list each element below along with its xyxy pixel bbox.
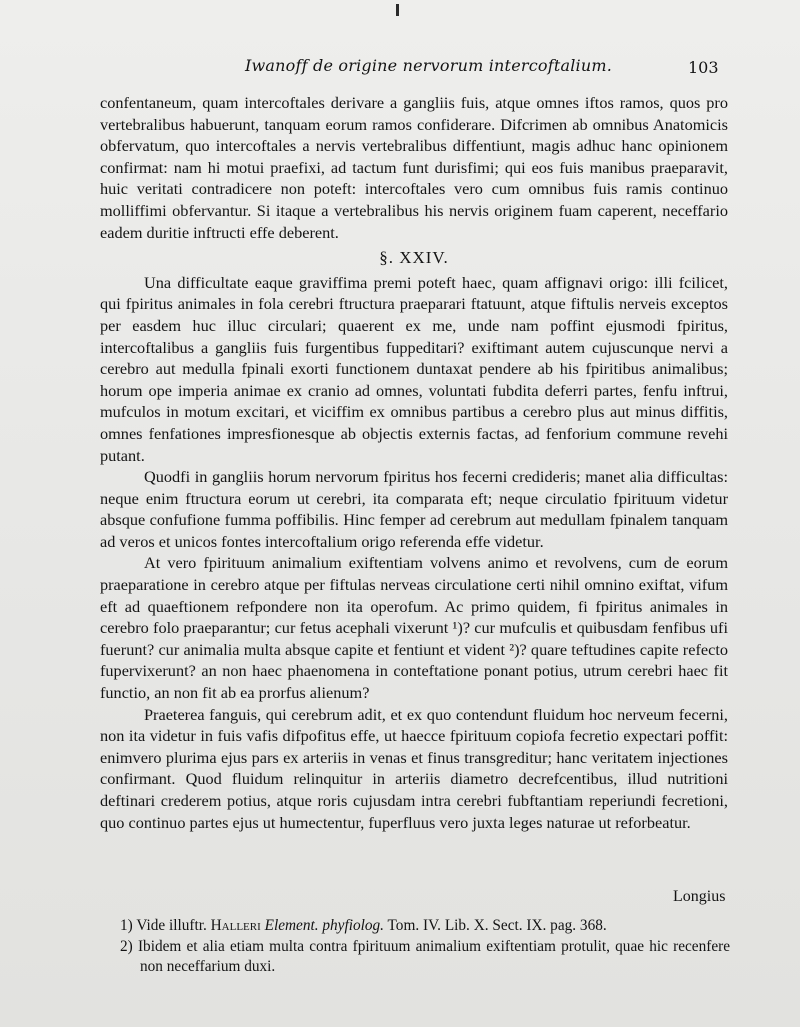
catchword: Longius xyxy=(673,888,726,905)
running-title: Iwanoff de origine nervorum intercoftalium. xyxy=(245,56,612,75)
section-paragraph-4: Praeterea fanguis, qui cerebrum adit, et ex quo contendunt fluidum hoc nerveum fecerni, non ita videtur in fuis vafis difpofitus effe, ut haecce fpirituum copiofa fecretio expectari poffit: enimvero plurima ejus pars ex arteriis in venas et finus transgreditur; hanc veritatem injectiones confirmant. Quod fluidum relinquitur in arteriis diametro decrefcentibus, illud nutritioni deftinari crederem potius, atque roris cujusdam intra cerebri fubftantiam reperiundi fecretioni, quo continuo partes ejus ut humectentur, fuperfluus vero juxta leges naturae ut reforbeatur. xyxy=(100,704,728,832)
footnote-reference: Tom. IV. Lib. X. Sect. IX. pag. 368. xyxy=(387,917,607,934)
footnote-author: Halleri xyxy=(210,917,261,934)
section-paragraph-3: At vero fpirituum animalium exiftentiam volvens animo et revolvens, cum de eorum praeparatione in cerebro atque per fiftulas nerveas circulatione certi nihil omnino exiftat, vifum eft ad quaeftionem refpondere non ita operofum. Ac primo quidem, fi fpiritus animales in cerebro folo praeparantur; cur fetus acephali vixerunt ¹)? cur mufculis et quibusdam fenfibus ufi fuerunt? cur animalia multa absque capite et fentiunt et vident ²)? quare teftudines capite refecto fupervixerunt? an non haec phaenomena in conteftatione ponant potius, utrum cerebri haec fit functio, an non fit ab ea prorfus alienum? xyxy=(100,553,728,703)
footnote-2 xyxy=(120,937,730,977)
running-head xyxy=(0,50,800,80)
footnote-marker: 1) xyxy=(120,917,133,934)
section-paragraph-1: Una difficultate eaque graviffima premi poteft haec, quam affignavi origo: illi fcilicet, qui fpiritus animales in fola cerebri ftructura praeparari ftatuunt, atque fiftulis nerveis exceptos per easdem huc illuc circulari; quaerent ex me, unde nam poffint ejusmodi fpiritus, intercoftalibus a gangliis fuis furgentibus fuppeditari? exiftimant autem cujuscunque nervi a cerebro aut medulla fpinali exorti functionem duntaxat pendere ab his fpiritibus animalibus; horum ope imperia animae ex cranio ad omnes, voluntati fubdita deferri partes, fenfu inftrui, mufculos in motum excitari, et viciffim ex omnibus partibus a cerebro plus aut minus diffitis, omnes fenfationes impresfionesque ab objectis externis factas, ad fenforium commune revehi putant. xyxy=(100,272,728,465)
footnotes xyxy=(120,916,730,978)
footnote-marker: 2) xyxy=(120,938,133,955)
section-paragraph-2: Quodfi in gangliis horum nervorum fpiritus hos fecerni credideris; manet alia difficultas: neque enim ftructura eorum ut cerebri, ita comparata eft; neque circulatio fpirituum videtur absque confufione fumma poffibilis. Hinc femper ad cerebrum aut medullam fpinalem tanquam ad veros et unicos fontes intercoftalium origo referenda effe videtur. xyxy=(100,467,728,551)
body-text xyxy=(100,92,728,833)
continued-paragraph: confentaneum, quam intercoftales derivare a gangliis fuis, atque omnes iftos ramos, quos pro vertebralibus habuerunt, tanquam eorum ramos confiderare. Difcrimen ab omnibus Anatomicis obfervatum, quo intercoftales a nervis vertebralibus diffentiunt, magis adhuc hanc opinionem confirmat: nam hi motui praefixi, ad tactum funt durisfimi; qui eos fuis manibus praeparavit, huic veritati contradicere non poteft: intercoftales vero cum omnibus fuis ramis continuo molliffimi obfervantur. Si itaque a vertebralibus his nervis originem fuam caperent, neceffario eadem duritie inftructi effe deberent. xyxy=(100,93,728,242)
footnote-work: Element. phyfiolog. xyxy=(264,917,384,934)
page-top-mark xyxy=(396,4,399,16)
footnote-text: Ibidem et alia etiam multa contra fpirituum animalium exiftentiam protulit, quae hic recenfere non neceffarium duxi. xyxy=(137,938,730,975)
page-number: 103 xyxy=(688,58,719,77)
footnote-1 xyxy=(120,916,730,936)
section-heading: §. XXIV. xyxy=(379,248,449,268)
footnote-text: Vide illuftr. xyxy=(136,917,207,934)
